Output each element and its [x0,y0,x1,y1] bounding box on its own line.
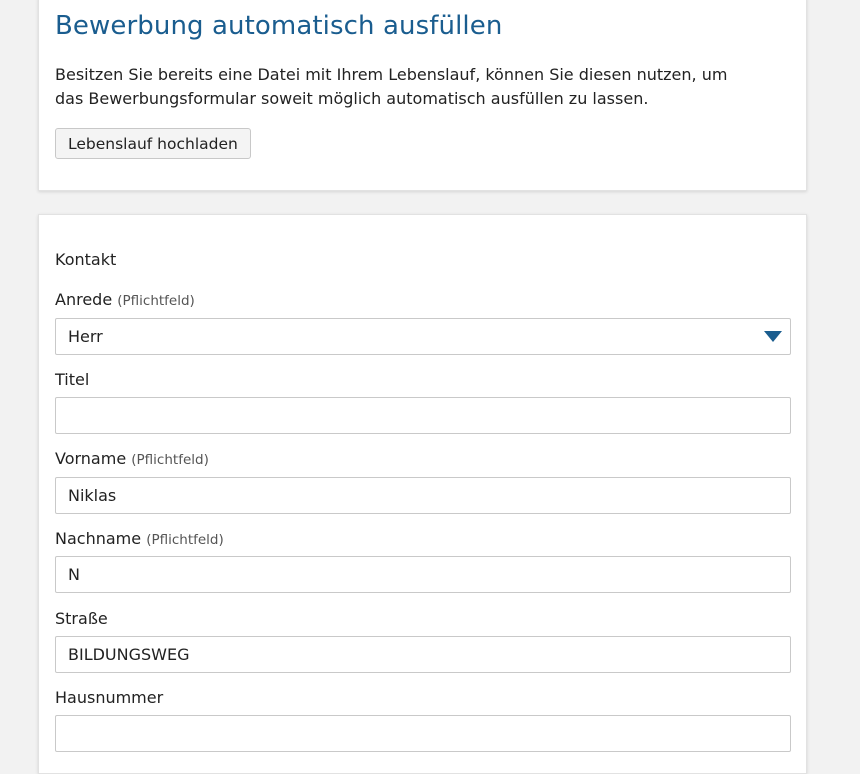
label-titel [55,370,89,389]
label-hausnummer-text: Hausnummer [55,688,164,707]
titel-input[interactable] [55,397,791,434]
anrede-select[interactable] [55,318,791,355]
label-strasse-text: Straße [55,609,108,628]
vorname-input[interactable] [55,477,791,514]
nachname-input[interactable] [55,556,791,593]
upload-cv-button[interactable]: Lebenslauf hochladen [55,128,251,159]
anrede-selected-value: Herr [68,327,103,346]
chevron-down-icon[interactable] [764,331,782,342]
autofill-title: Bewerbung automatisch ausfüllen [55,11,503,41]
label-titel-text: Titel [55,370,90,389]
label-vorname-text: Vorname [55,449,127,468]
label-vorname [55,449,209,468]
strasse-input[interactable] [55,636,791,673]
label-anrede-text: Anrede [55,290,113,309]
contact-card [38,214,807,774]
autofill-card [38,0,807,191]
required-hint: (Pflichtfeld) [117,293,195,309]
required-hint: (Pflichtfeld) [146,532,224,548]
required-hint: (Pflichtfeld) [131,452,209,468]
label-anrede [55,290,195,309]
hausnummer-input[interactable] [55,715,791,752]
label-nachname [55,529,224,548]
autofill-intro: Besitzen Sie bereits eine Datei mit Ihrem Lebenslauf, können Sie diesen nutzen, um das Bewerbungsformular soweit möglich automatisch ausfüllen zu lassen. [55,65,728,108]
label-nachname-text: Nachname [55,529,142,548]
label-hausnummer [55,688,163,707]
label-strasse [55,609,108,628]
section-title-contact: Kontakt [55,250,117,269]
